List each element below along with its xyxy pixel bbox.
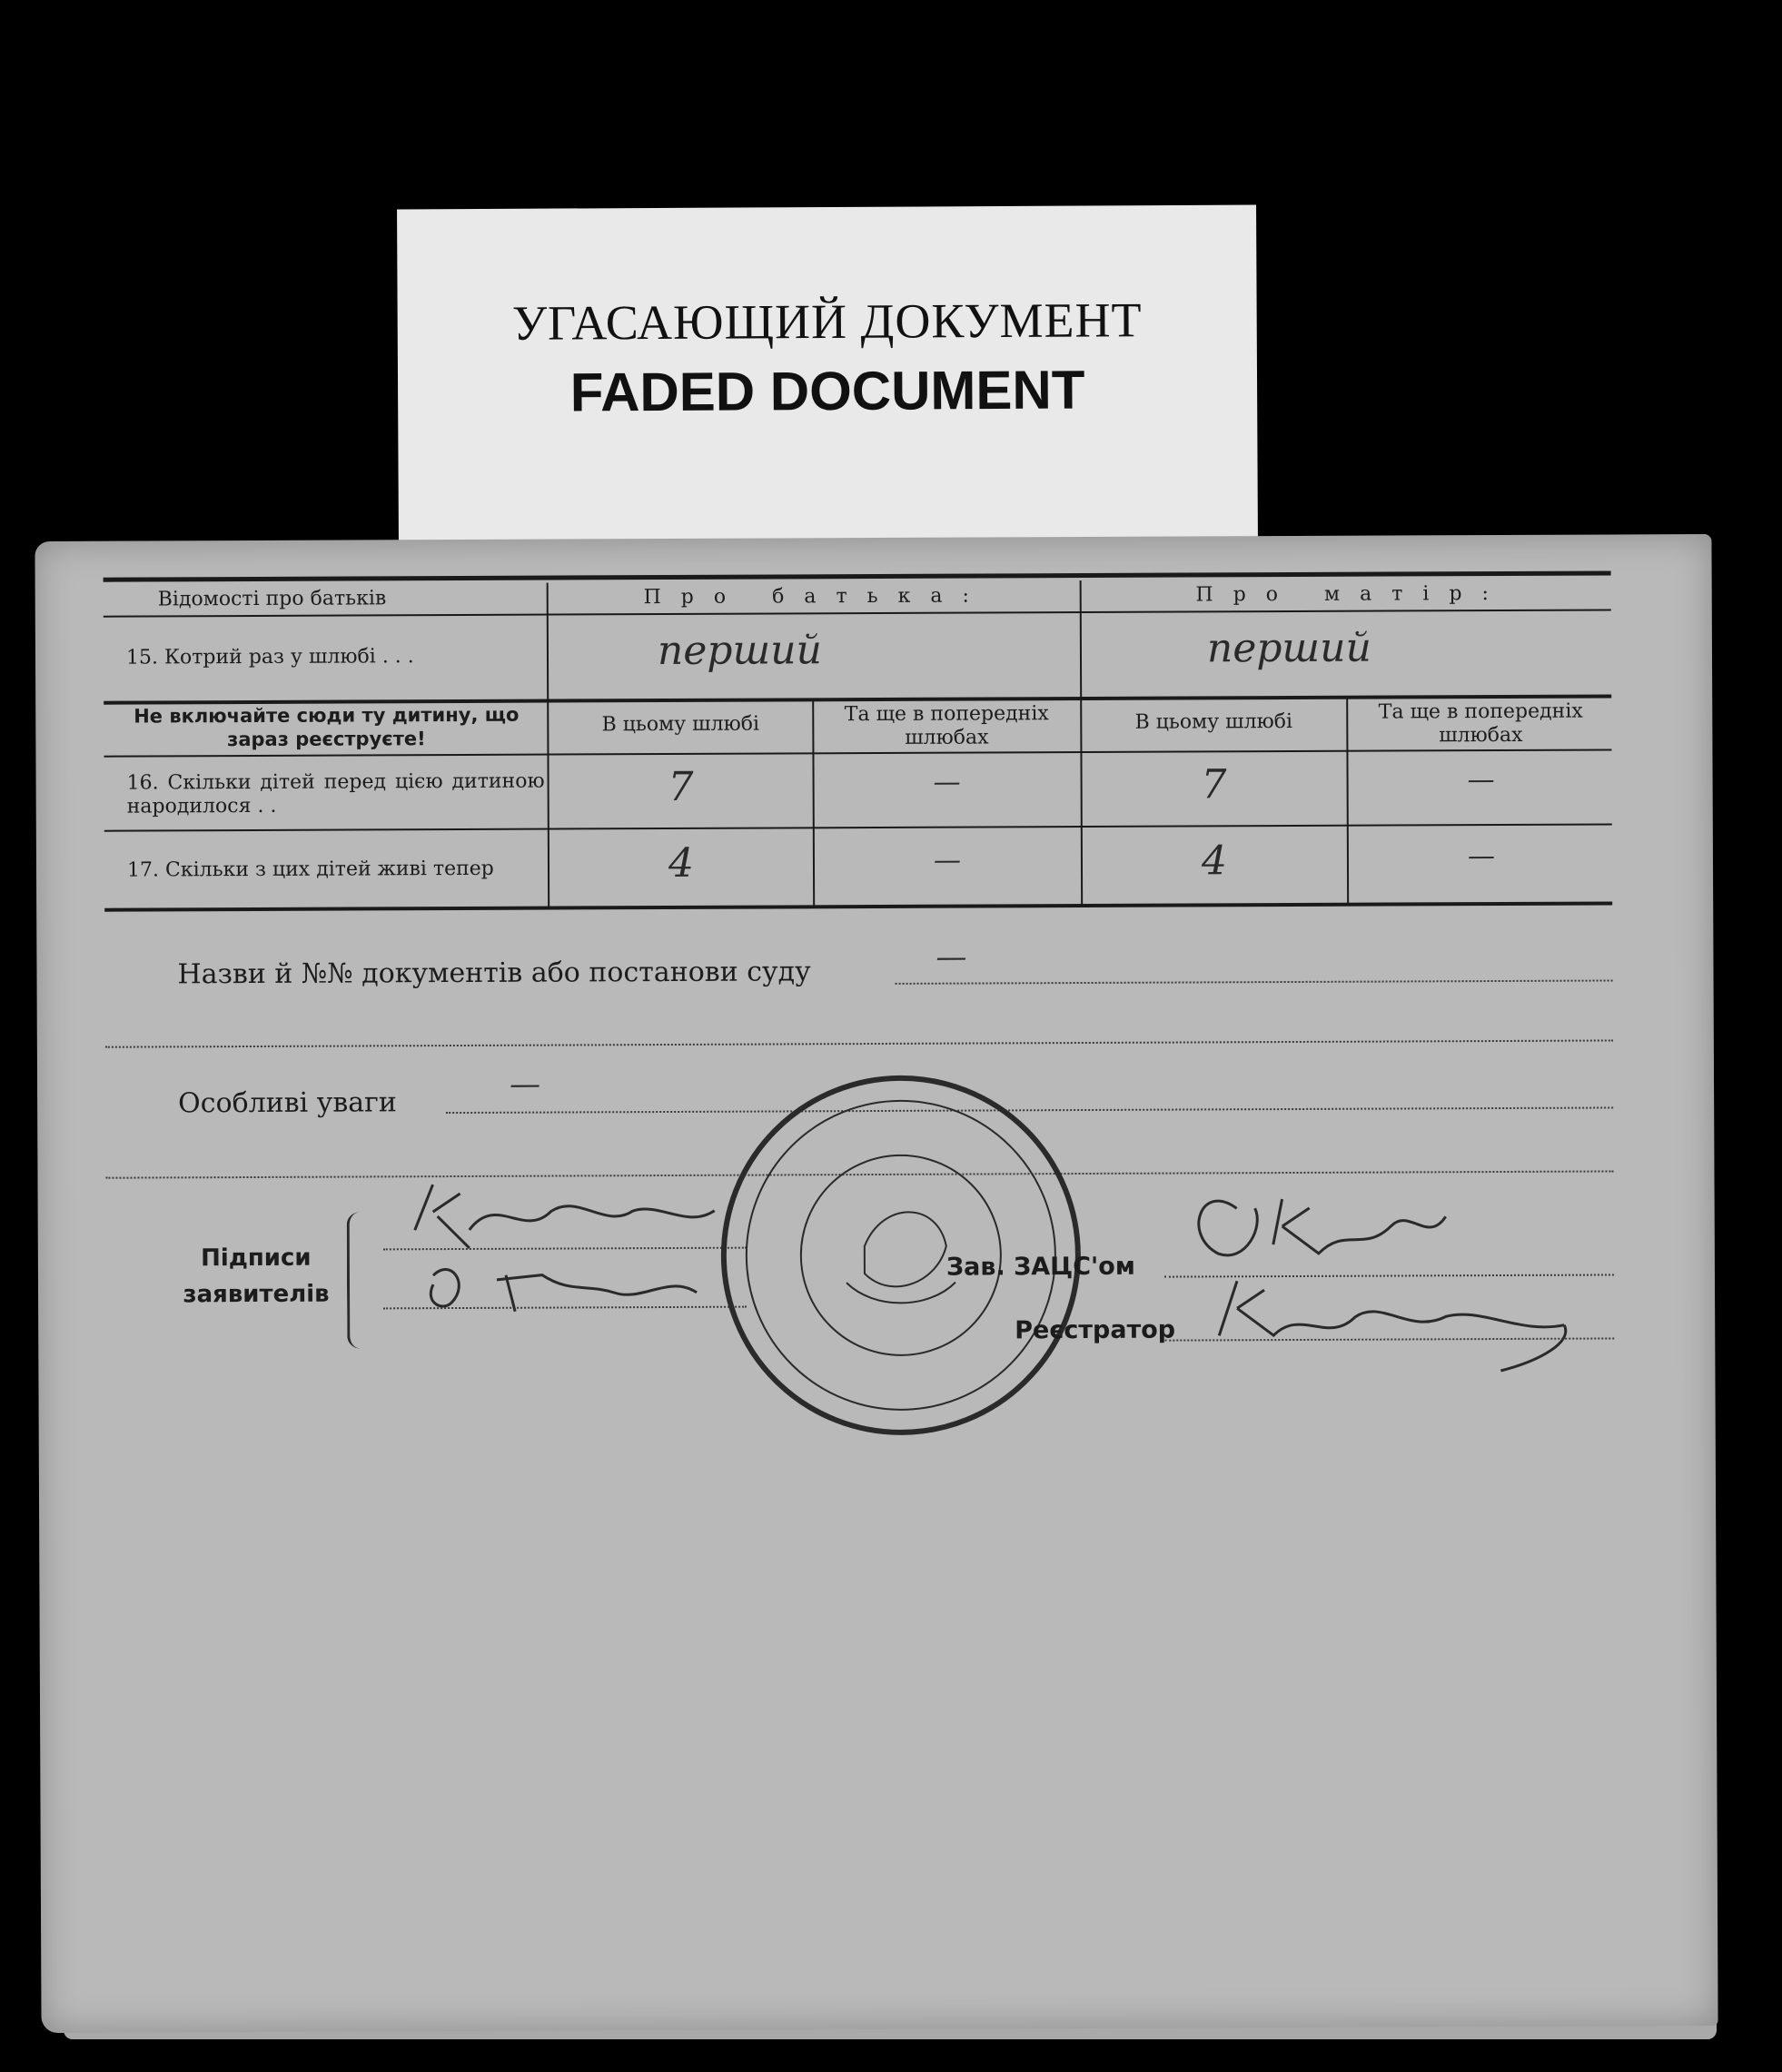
- table-column-rule: [1346, 698, 1349, 905]
- row17-mother-prev: —: [1467, 840, 1496, 873]
- row16-mother-prev: —: [1467, 764, 1495, 797]
- documents-line: [896, 979, 1613, 984]
- row17-mother-this: 4: [1201, 838, 1228, 885]
- documents-line-2: [105, 1039, 1613, 1047]
- signatures-label-line2: заявителів: [183, 1280, 330, 1309]
- header-parents-info: Відомості про батьків: [157, 587, 387, 611]
- documents-value: —: [936, 938, 967, 976]
- row16-mother-this: 7: [1201, 761, 1227, 808]
- row15-mother-value: перший: [1206, 624, 1371, 672]
- label-russian: УГАСАЮЩИЙ ДОКУМЕНТ: [511, 292, 1143, 351]
- table-bottom-rule: [104, 901, 1612, 911]
- signatures-label-line1: Підписи: [201, 1244, 312, 1273]
- header-about-father: Про батька:: [643, 584, 989, 610]
- parents-table: [104, 570, 1613, 917]
- record-page: [35, 534, 1718, 2033]
- label-english: FADED DOCUMENT: [569, 359, 1085, 423]
- remarks-value: —: [509, 1066, 541, 1103]
- row16-father-this: 7: [668, 763, 694, 810]
- table-rule: [104, 823, 1612, 831]
- table-column-rule: [547, 583, 550, 908]
- header-about-mother: Про матір:: [1195, 581, 1509, 607]
- signatures-brace: [347, 1212, 367, 1348]
- row17-label: 17. Скільки з цих дітей живі тепер: [126, 857, 494, 882]
- registrar-label: Реєстратор: [1015, 1315, 1176, 1345]
- remarks-label: Особливі уваги: [178, 1086, 397, 1120]
- table-column-rule: [812, 699, 815, 907]
- row15-label: 15. Котрий раз у шлюбі . . .: [125, 645, 414, 669]
- row17-father-prev: —: [933, 844, 962, 877]
- table-column-rule: [1080, 580, 1084, 906]
- official-signatures: [1182, 1171, 1600, 1382]
- mother-previous-header: Та ще в попередніх шлюбах: [1378, 699, 1583, 748]
- signatures-label: [165, 1240, 347, 1314]
- table-top-rule: [104, 570, 1611, 581]
- documents-label: Назви й №№ документів або постанови суду: [177, 956, 811, 991]
- head-label: Зав. ЗАЦС'ом: [945, 1252, 1135, 1282]
- row15-father-value: перший: [657, 627, 822, 675]
- father-this-marriage-header: В цьому шлюбі: [601, 712, 760, 737]
- row16-label: 16. Скільки дітей перед цією дитиною народилося . .: [126, 769, 545, 818]
- row16-father-prev: —: [933, 766, 961, 798]
- father-previous-header: Та ще в попередніх шлюбах: [844, 702, 1049, 749]
- row17-father-this: 4: [668, 839, 695, 887]
- faded-document-label: [397, 205, 1258, 546]
- warning-text: Не включайте сюди ту дитину, що зараз реєструєте!: [134, 703, 520, 751]
- mother-this-marriage-header: В цьому шлюбі: [1134, 709, 1293, 734]
